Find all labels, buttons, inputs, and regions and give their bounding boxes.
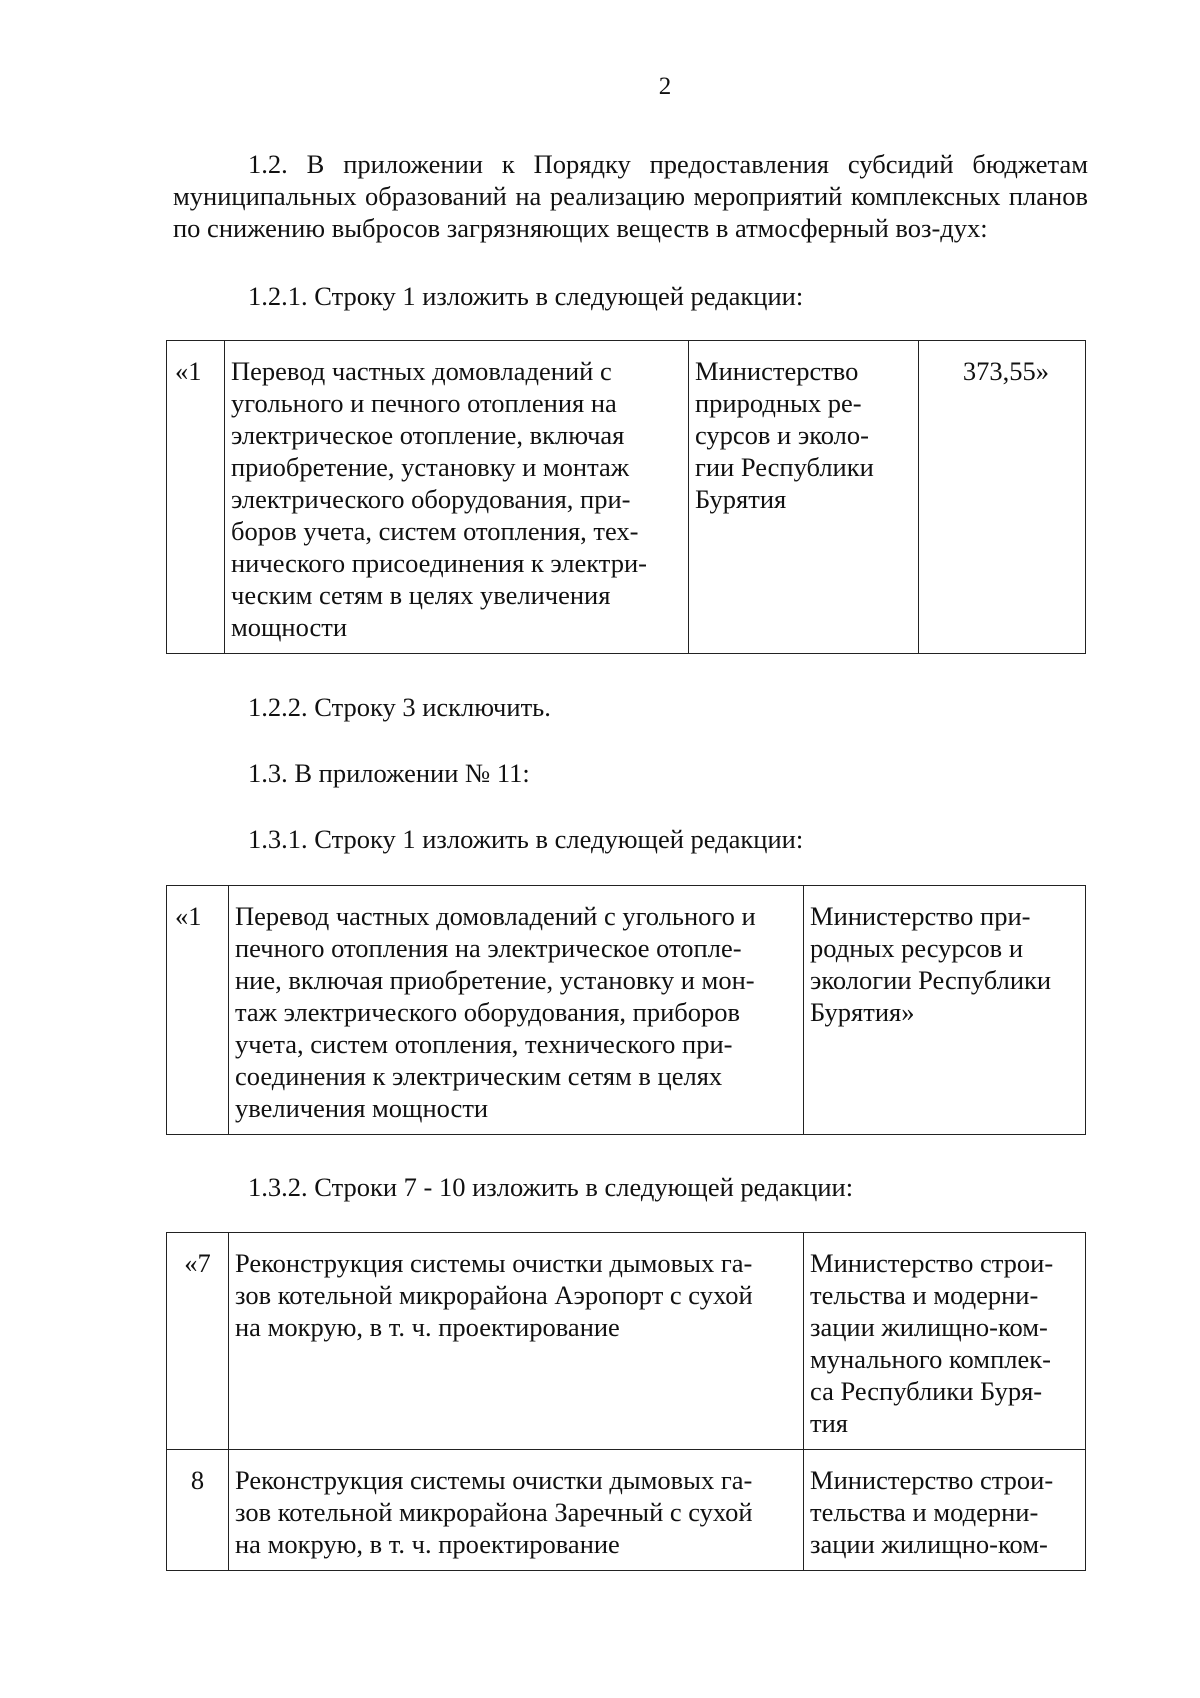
table-row [167,1233,1086,1450]
table-row [167,341,1086,654]
row-ministry: Министерство строи- тельства и модерни- зации жилищно-ком- мунального комплек- са Республики Буря- тия [804,1233,1086,1450]
row-description: Реконструкция системы очистки дымовых га- зов котельной микрорайона Заречный с сухой на мокрую, в т. ч. проектирование [229,1450,804,1571]
table-3 [166,1232,1086,1571]
row-number: «7 [167,1233,229,1450]
table-1 [166,340,1086,654]
row-number: «1 [167,341,225,654]
item-1-2-2-heading: 1.2.2. Строку 3 исключить. [248,692,551,722]
row-number: 8 [167,1450,229,1571]
table-row [167,886,1086,1135]
item-1-2-1-heading: 1.2.1. Строку 1 изложить в следующей редакции: [248,281,804,311]
page-number: 2 [658,73,672,100]
item-1-3-2-heading: 1.3.2. Строки 7 - 10 изложить в следующей редакции: [248,1172,854,1202]
row-number: «1 [167,886,229,1135]
row-description: Перевод частных домовладений с угольного и печного отопления на электрическое отопление, включая приобретение, установку и монтаж электрического оборудования, при- боров учета, систем отопления, тех- нического присоединения к электри- ческим сетям в целях увеличения мощности [225,341,689,654]
row-description: Перевод частных домовладений с угольного и печного отопления на электрическое отопле- ние, включая приобретение, установку и мон- таж электрического оборудования, приборов учета, систем отопления, технического при- соединения к электрическим сетям в целях увеличения мощности [229,886,804,1135]
table-row [167,1450,1086,1571]
row-ministry: Министерство природных ре- сурсов и эколо- гии Республики Бурятия [689,341,919,654]
row-amount: 373,55» [919,341,1086,654]
item-1-3-heading: 1.3. В приложении № 11: [248,758,530,788]
row-ministry: Министерство строи- тельства и модерни- зации жилищно-ком- [804,1450,1086,1571]
intro-paragraph: 1.2. В приложении к Порядку предоставления субсидий бюджетам муниципальных образований на реализацию мероприятий комплексных планов по снижению выбросов загрязняющих веществ в атмосферный воз-дух: [173,149,1088,243]
row-ministry: Министерство при- родных ресурсов и экологии Республики Бурятия» [804,886,1086,1135]
row-description: Реконструкция системы очистки дымовых га- зов котельной микрорайона Аэропорт с сухой на мокрую, в т. ч. проектирование [229,1233,804,1450]
table-2 [166,885,1086,1135]
item-1-3-1-heading: 1.3.1. Строку 1 изложить в следующей редакции: [248,824,804,854]
